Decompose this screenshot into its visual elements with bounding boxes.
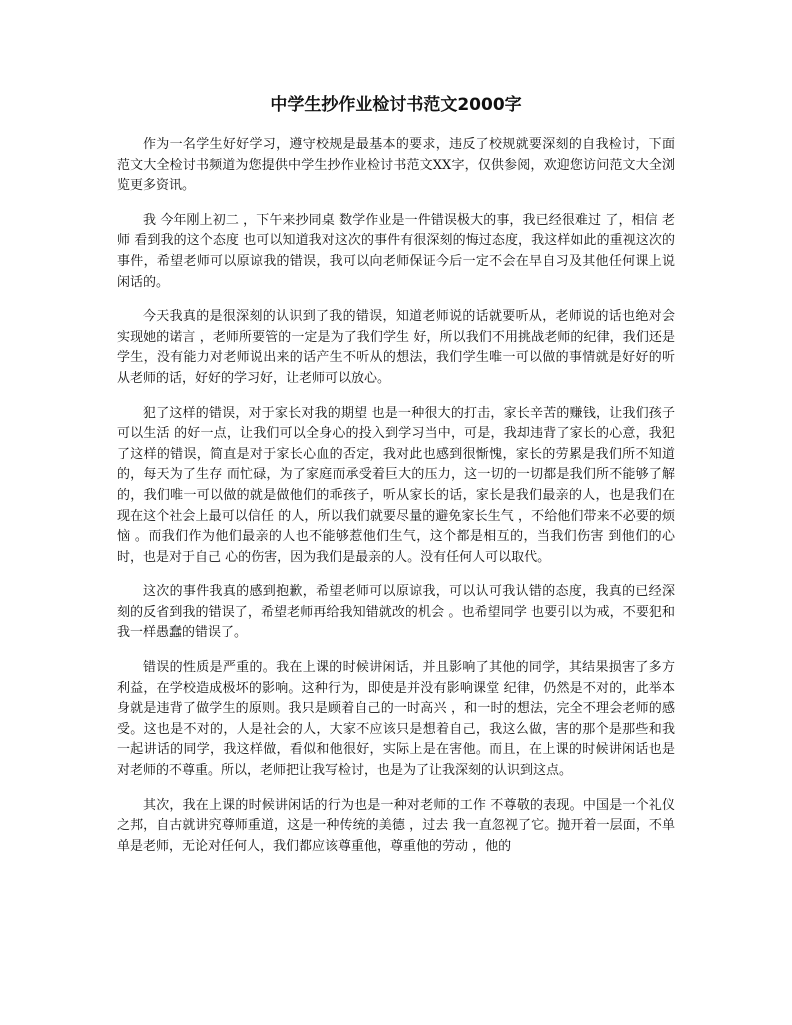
paragraph-3: 今天我真的是很深刻的认识到了我的错误，知道老师说的话就要听从，老师说的话也绝对会实现她的诺言 ，老师所要管的一定是为了我们学生 好，所以我们不用挑战老师的纪律，我们还是学生，没有能力对老师说出来的话产生不听从的想法，我们学生唯一可以做的事情就是好好的听从老师的话，好好的学习好，让老师可以放心。 — [117, 309, 675, 386]
paragraph-2: 我 今年刚上初二 ，下午来抄同桌 数学作业是一件错误极大的事，我已经很难过 了，相信 老师 看到我的这个态度 也可以知道我对这次的事件有很深刻的悔过态度，我这样如此的重视这次的事件，希望老师可以原谅我的错误，我可以向老师保证今后一定不会在早自习及其他任何课上说闲话的。 — [117, 212, 675, 290]
paragraph-7: 其次，我在上课的时候讲闲话的行为也是一种对老师的工作 不尊敬的表现。中国是一个礼仪之邦，自古就讲究尊师重道，这是一种传统的美德 ，过去 我一直忽视了它。抛开着一层面，不单单是老师，无论对任何人，我们都应该尊重他，尊重他的劳动 ，他的 — [117, 797, 675, 854]
paragraph-6: 错误的性质是严重的。我在上课的时候讲闲话，并且影响了其他的同学，其结果损害了多方利益，在学校造成极坏的影响。这种行为，即使是并没有影响课堂 纪律，仍然是不对的，此举本身就是违背了做学生的原则。我只是顾着自己的一时高兴 ，和一时的想法，完全不理会老师的感受。这也是不对的，人是社会的人，大家不应该只是想着自己，我这么做，害的那个是那些和我一起讲话的同学，我这样做，看似和他很好，实际上是在害他。而且，在上课的时候讲闲话也是对老师的不尊重。所以，老师把让我写检讨，也是为了让我深刻的认识到这点。 — [117, 660, 675, 779]
paragraph-intro: 作为一名学生好好学习，遵守校规是最基本的要求，违反了校规就要深刻的自我检讨，下面范文大全检讨书频道为您提供中学生抄作业检讨书范文XX字，仅供参阅，欢迎您访问范文大全浏览更多资讯。 — [117, 137, 675, 194]
paragraph-5: 这次的事件我真的感到抱歉，希望老师可以原谅我，可以认可我认错的态度，我真的已经深刻的反省到我的错误了，希望老师再给我知错就改的机会 。也希望同学 也要引以为戒，不要犯和我一样愚蠢的错误了。 — [117, 584, 675, 641]
document-title: 中学生抄作业检讨书范文2000字 — [270, 95, 522, 115]
paragraph-4: 犯了这样的错误，对于家长对我的期望 也是一种很大的打击，家长辛苦的赚钱，让我们孩子 可以生活 的好一点，让我们可以全身心的投入到学习当中，可是，我却违背了家长的心意，我犯了这样的错误，简直是对于家长心血的否定，我对此也感到很惭愧，家长的劳累是我们所不知道的，每天为了生存 而忙碌，为了家庭而承受着巨大的压力，这一切的一切都是我们所不能够了解的，我们唯一可以做的就是做他们的乖孩子，听从家长的话，家长是我们最亲的人，也是我们在现在这个社会上最可以信任 的人，所以我们就要尽量的避免家长生气 ，不给他们带来不必要的烦恼 。而我们作为他们最亲的人也不能够惹他们生气，这个都是相互的，当我们伤害 到他们的心时，也是对于自己 心的伤害，因为我们是最亲的人。没有任何人可以取代。 — [117, 405, 675, 565]
document-body — [117, 135, 675, 871]
